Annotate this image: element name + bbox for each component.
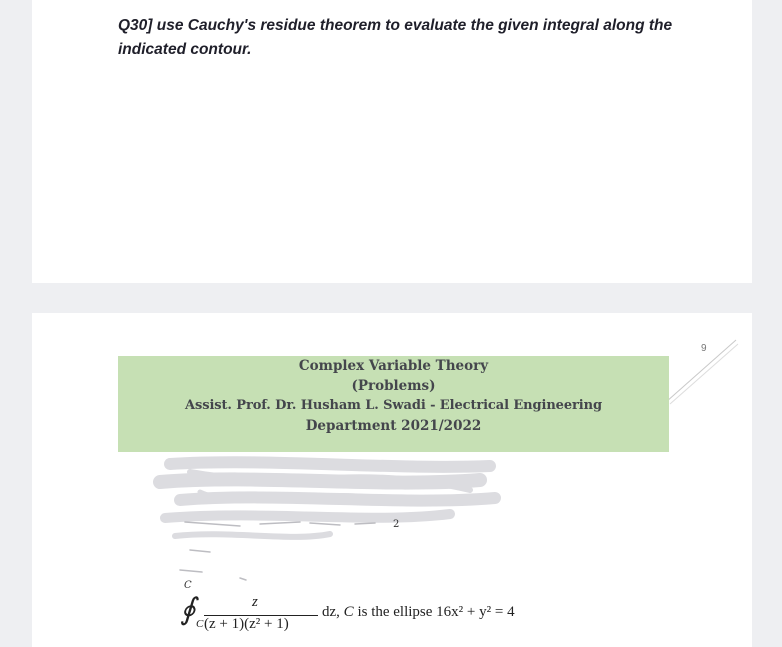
page-corner-decoration (660, 338, 740, 408)
header-subtitle: (Problems) (351, 378, 436, 394)
integral-contour-label: C (196, 618, 204, 630)
header-title: Complex Variable Theory (298, 358, 489, 374)
header-author: Assist. Prof. Dr. Husham L. Swadi - Electrical Engineering (185, 398, 602, 413)
contour-name: C (343, 604, 354, 620)
integrand-numerator: z (252, 594, 258, 610)
fragment-letter: C (184, 580, 192, 591)
question-text: Q30] use Cauchy's residue theorem to evaluate the given integral along the indicated contour. (118, 17, 673, 58)
contour-integral-icon: ∮ (180, 592, 196, 627)
integral-condition (322, 604, 515, 621)
differential: dz, (322, 604, 340, 620)
header-department: Department 2021/2022 (305, 418, 482, 434)
page-number: 9 (701, 343, 707, 354)
fragment-digit: 2 (393, 519, 400, 530)
integrand-denominator: (z + 1)(z² + 1) (204, 616, 289, 632)
contour-description: is the ellipse 16x² + y² = 4 (357, 604, 515, 620)
course-header (118, 356, 669, 452)
integral-expression (180, 588, 600, 647)
redaction-scribble (150, 452, 510, 592)
